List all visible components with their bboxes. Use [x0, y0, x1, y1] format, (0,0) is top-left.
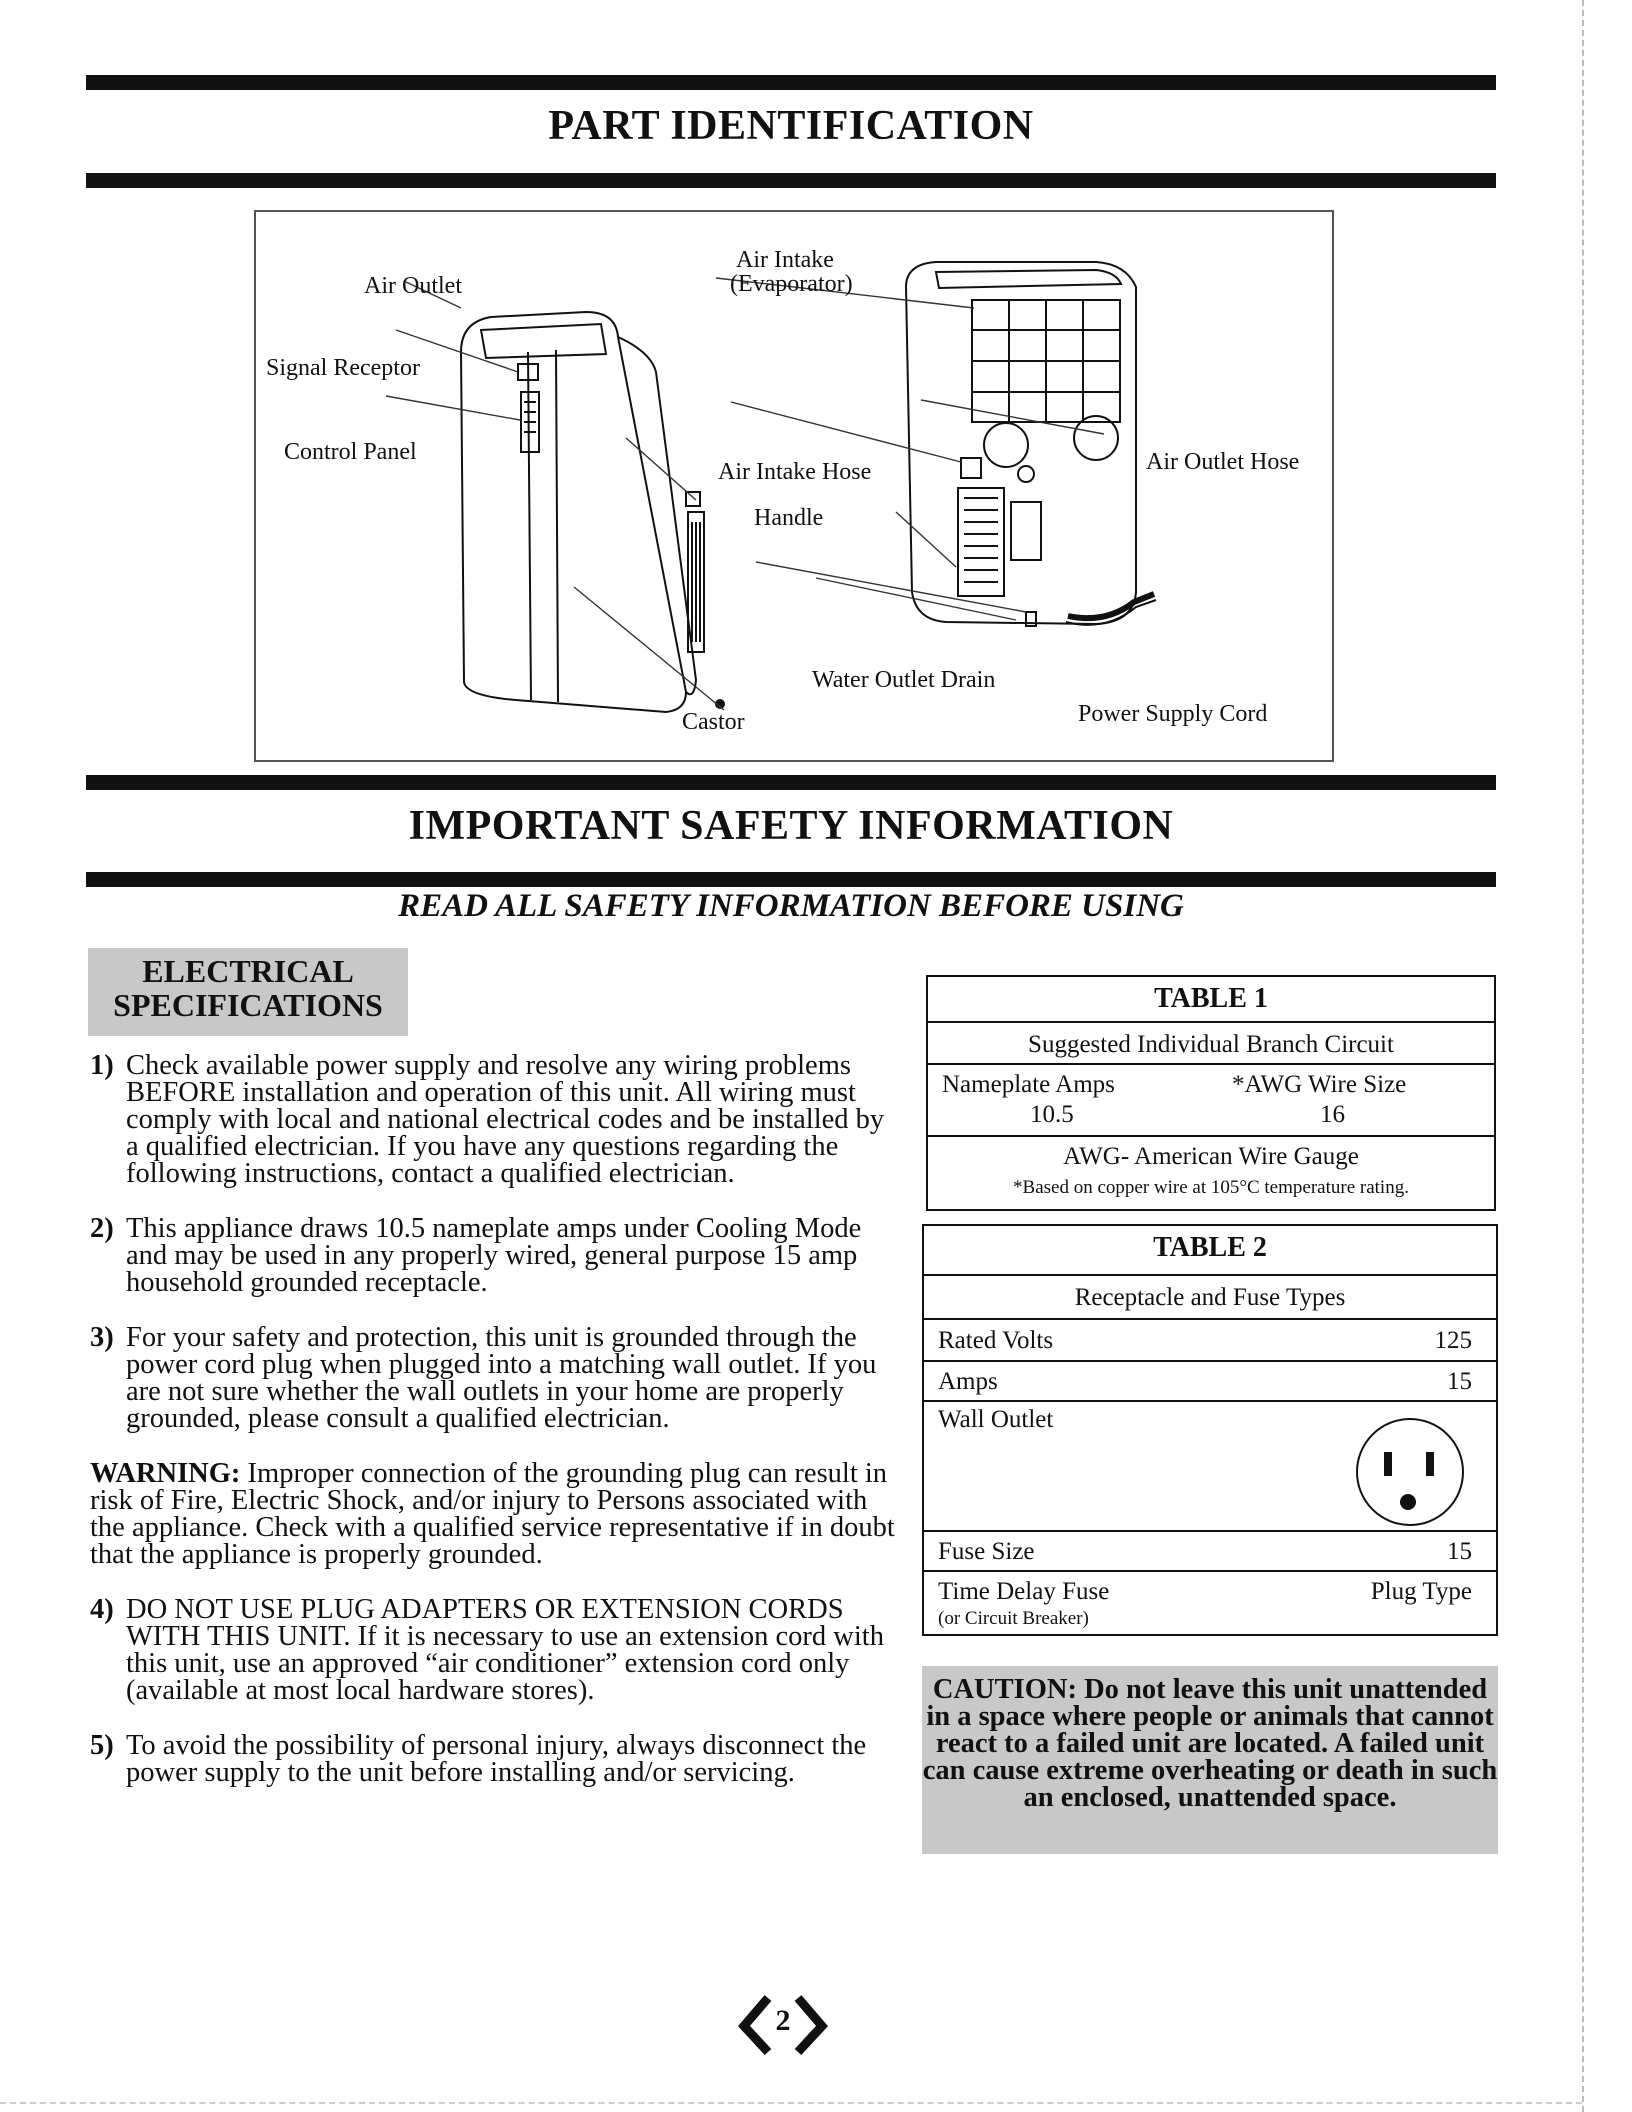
page-border-right — [1582, 0, 1584, 2112]
part-identification-figure — [254, 210, 1334, 762]
table1-col1-value: 10.5 — [1030, 1101, 1074, 1128]
label-signal-receptor: Signal Receptor — [266, 355, 420, 381]
table1-col2-value: 16 — [1320, 1101, 1345, 1128]
label-power-supply-cord: Power Supply Cord — [1078, 701, 1268, 727]
table2-subtitle-row — [924, 1276, 1496, 1320]
wall-outlet-receptacle-icon — [1354, 1416, 1466, 1528]
circuit-breaker-label: (or Circuit Breaker) — [938, 1608, 1089, 1629]
table2-amps-row — [924, 1362, 1496, 1402]
page-number: 2 — [775, 2004, 791, 2037]
page-border-bottom — [0, 2102, 1582, 2104]
table2-rated-volts-row — [924, 1320, 1496, 1362]
fuse-size-value: 15 — [1447, 1538, 1472, 1565]
wall-outlet-label: Wall Outlet — [938, 1406, 1054, 1433]
caution-box: CAUTION: Do not leave this unit unattended in a space where people or animals that cannot react to a failed unit are located. A failed unit can cause extreme overheating or death in such an enclosed, unattended space. — [922, 1666, 1498, 1854]
table2-time-delay-row — [924, 1572, 1496, 1634]
label-water-outlet-drain: Water Outlet Drain — [812, 667, 996, 693]
table1-col2-header: *AWG Wire Size — [1232, 1071, 1407, 1098]
amps-label: Amps — [938, 1368, 998, 1395]
page-number-badge — [738, 1990, 828, 2060]
rated-volts-value: 125 — [1434, 1327, 1472, 1354]
table2-fuse-size-row — [924, 1532, 1496, 1572]
label-control-panel: Control Panel — [284, 439, 417, 465]
instruction-item — [90, 1732, 902, 1786]
table1-subtitle: Suggested Individual Branch Circuit — [1028, 1031, 1394, 1058]
instruction-text: To avoid the possibility of personal injury, always disconnect the power supply to the unit before installing and/or servicing. — [126, 1730, 867, 1788]
instruction-text: Check available power supply and resolve any wiring problems BEFORE installation and operation of this unit. All wiring must comply with local and national electrical codes and be installed by a qualified electrician. If you have any questions regarding the following instructions, contact a qualified electrician. — [126, 1050, 885, 1189]
label-handle: Handle — [754, 505, 824, 531]
table2-title: TABLE 2 — [1153, 1232, 1267, 1263]
warning-text: Improper connection of the grounding plug can result in risk of Fire, Electric Shock, and/or injury to Persons associated with the appliance. Check with a qualified service representative if in doubt that the appliance is properly grounded. — [90, 1458, 895, 1570]
table1-title-row — [928, 977, 1494, 1023]
table1-notes-row — [928, 1137, 1494, 1209]
label-air-intake-hose: Air Intake Hose — [718, 459, 872, 485]
plug-type-label: Plug Type — [1370, 1578, 1472, 1605]
electrical-line2: SPECIFICATIONS — [113, 987, 383, 1023]
table1-note-awg: AWG- American Wire Gauge — [1063, 1143, 1359, 1170]
instruction-item — [90, 1215, 902, 1296]
safety-subtitle: READ ALL SAFETY INFORMATION BEFORE USING — [398, 888, 1184, 924]
label-castor: Castor — [682, 709, 745, 735]
amps-value: 15 — [1447, 1368, 1472, 1395]
instruction-number: 1) — [90, 1050, 114, 1081]
safety-instructions — [90, 1052, 902, 1814]
label-air-intake: Air Intake — [736, 247, 834, 273]
instruction-number: 2) — [90, 1213, 114, 1244]
table1-values-row — [928, 1065, 1494, 1137]
part-identification-title: PART IDENTIFICATION — [548, 103, 1034, 149]
rule-under-part-title — [86, 173, 1496, 188]
table2-wall-outlet-row — [924, 1402, 1496, 1532]
electrical-line1: ELECTRICAL — [142, 953, 354, 989]
table1-subtitle-row — [928, 1023, 1494, 1065]
table1-col1-header: Nameplate Amps — [942, 1071, 1115, 1098]
instruction-item — [90, 1596, 902, 1704]
table2-title-row — [924, 1226, 1496, 1276]
table2-subtitle: Receptacle and Fuse Types — [1074, 1284, 1346, 1311]
table-2 — [922, 1224, 1498, 1636]
rule-top — [86, 75, 1496, 90]
table-1 — [926, 975, 1496, 1211]
instruction-text: DO NOT USE PLUG ADAPTERS OR EXTENSION CORDS WITH THIS UNIT. If it is necessary to use an extension cord with this unit, use an approved “air conditioner” extension cord only (available at most local hardware stores). — [126, 1594, 884, 1706]
instruction-item — [90, 1324, 902, 1432]
instruction-text: For your safety and protection, this unit is grounded through the power cord plug when plugged into a matching wall outlet. If you are not sure whether the wall outlets in your home are properly grounded, please consult a qualified electrician. — [126, 1322, 877, 1434]
instruction-text: This appliance draws 10.5 nameplate amps under Cooling Mode and may be used in any properly wired, general purpose 15 amp household grounded receptacle. — [126, 1213, 862, 1298]
instruction-item — [90, 1052, 902, 1187]
warning-paragraph — [90, 1460, 902, 1568]
safety-title: IMPORTANT SAFETY INFORMATION — [408, 803, 1174, 849]
table1-note-copper: *Based on copper wire at 105°C temperature rating. — [1013, 1177, 1409, 1198]
fuse-size-label: Fuse Size — [938, 1538, 1035, 1565]
label-air-outlet: Air Outlet — [364, 273, 462, 299]
warning-label: WARNING: — [90, 1458, 241, 1489]
label-air-outlet-hose: Air Outlet Hose — [1146, 449, 1300, 475]
instruction-number: 3) — [90, 1322, 114, 1353]
label-air-intake-evaporator: (Evaporator) — [730, 271, 853, 297]
instruction-number: 4) — [90, 1594, 114, 1625]
rated-volts-label: Rated Volts — [938, 1327, 1054, 1354]
electrical-specifications-box — [88, 948, 408, 1036]
rule-under-safety-title — [86, 872, 1496, 887]
rule-above-safety — [86, 775, 1496, 790]
table1-title: TABLE 1 — [1154, 983, 1268, 1014]
instruction-number: 5) — [90, 1730, 114, 1761]
time-delay-fuse-label: Time Delay Fuse — [938, 1578, 1110, 1605]
